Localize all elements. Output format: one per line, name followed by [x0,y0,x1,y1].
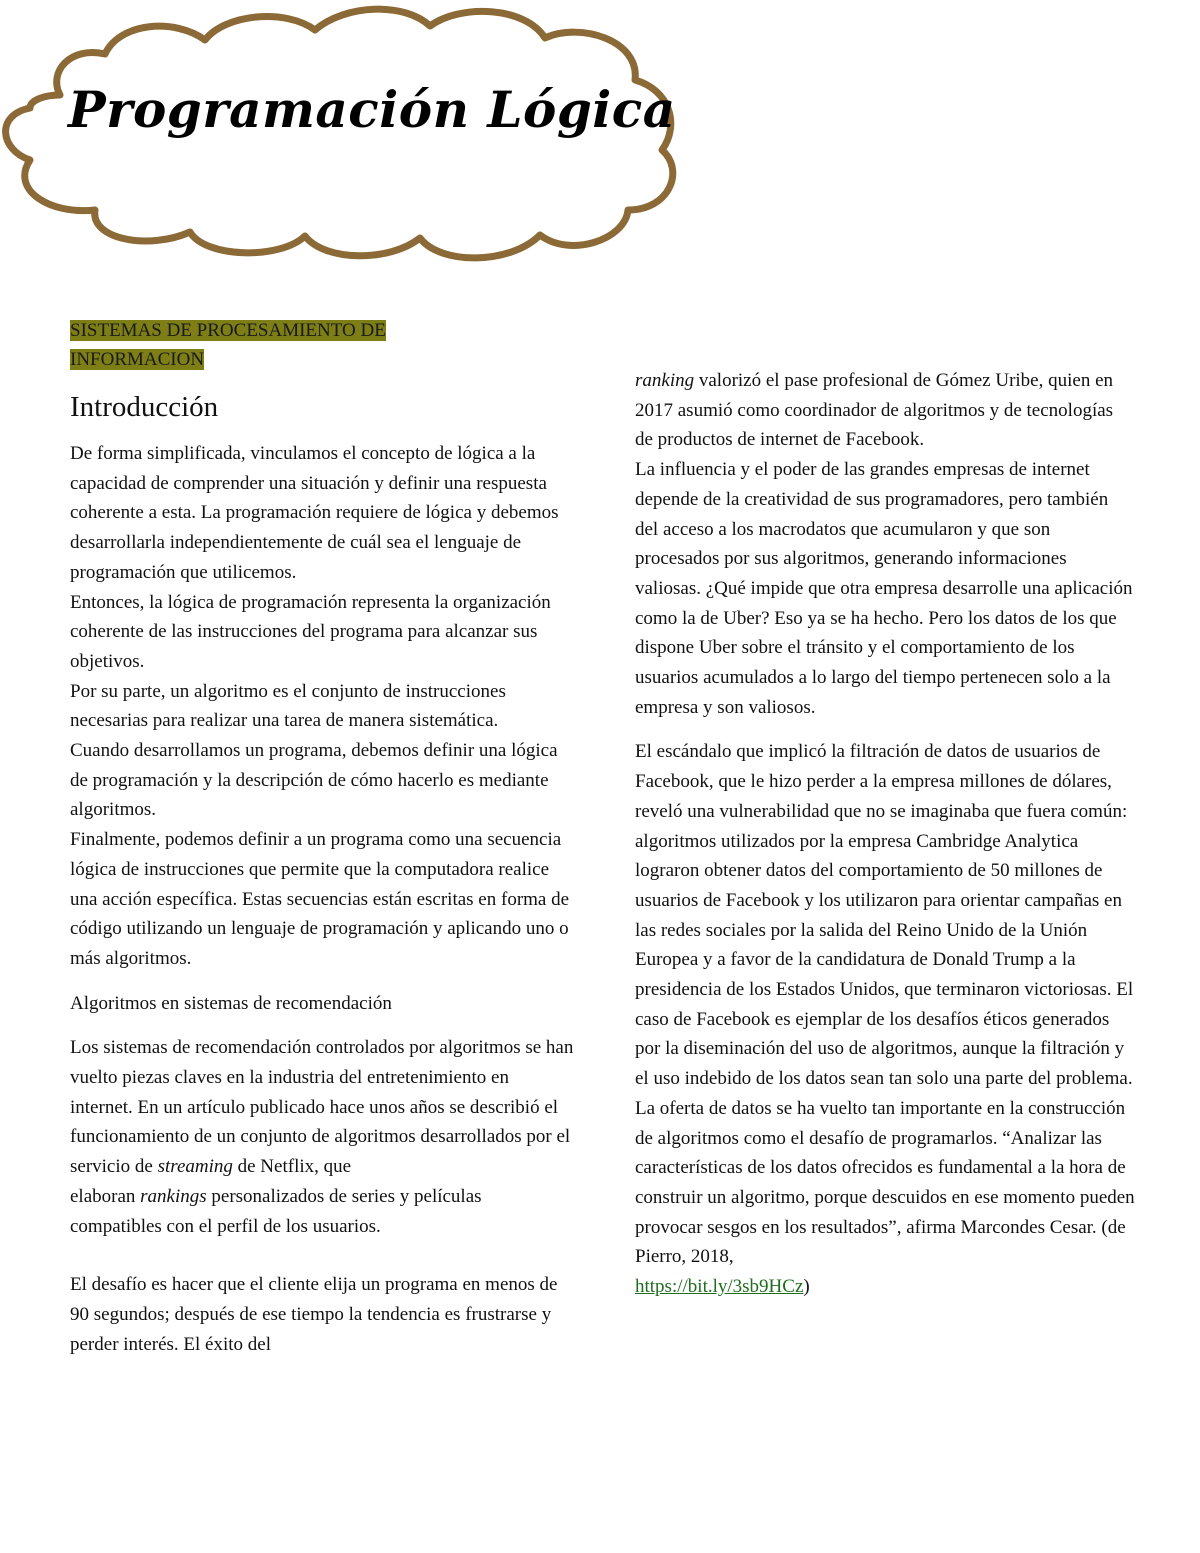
rankings-term: rankings [140,1185,207,1207]
page-title: Programación Lógica [68,80,676,139]
recommendation-text-a: Los sistemas de recomendación controlados por algoritmos se han vuelto piezas claves en la industria del entretenimiento en internet. En un artículo publicado hace unos años se describió el funcionamiento de un conjunto de algoritmos desarrollados por el servicio de [70,1037,574,1178]
intro-paragraph-1: De forma simplificada, vinculamos el concepto de lógica a la capacidad de comprender una situación y definir una respuesta coherente a esta. La programación requiere de lógica y debemos desarrollarla independientemente de cuál sea el lenguaje de programación que utilicemos. [70,443,559,583]
source-link[interactable]: https://bit.ly/3sb9HCz [635,1276,804,1298]
scandal-paragraph [635,737,1135,1301]
intro-paragraph-2: Entonces, la lógica de programación representa la organización coherente de las instrucciones del programa para alcanzar sus objetivos. [70,591,551,672]
recommendation-paragraph [70,1033,575,1241]
right-column [635,366,1135,1302]
intro-paragraph-5: Finalmente, podemos definir a un programa como una secuencia lógica de instrucciones que permite que la computadora realice una acción específica. Estas secuencias están escritas en forma de código utilizando un lenguaje de programación y aplicando uno o más algoritmos. [70,829,570,969]
ranking-text: valorizó el pase profesional de Gómez Uribe, quien en 2017 asumió como coordinador de algoritmos y de tecnologías de productos de internet de Facebook. [635,370,1114,451]
recommendation-subheading: Algoritmos en sistemas de recomendación [70,992,392,1014]
ranking-term: ranking [635,370,695,391]
ranking-paragraph [635,366,1135,455]
left-column [70,316,575,1359]
recommendation-text-b: de Netflix, que [237,1156,352,1178]
intro-paragraph-3: Por su parte, un algoritmo es el conjunto de instrucciones necesarias para realizar una tarea de manera sistemática. [70,680,506,732]
influence-paragraph: La influencia y el poder de las grandes empresas de internet depende de la creatividad de sus programadores, pero también del acceso a los macrodatos que acumularon y que son procesados por sus algoritmos, generando informaciones valiosas. ¿Qué impide que otra empresa desarrolle una aplicación como la de Uber? Eso ya se ha hecho. Pero los datos de los que dispone Uber sobre el tránsito y el comportamiento de los usuarios acumulados a lo largo del tiempo pertenecen solo a la empresa y son valiosos. [635,459,1133,718]
section-label-line-1: SISTEMAS DE PROCESAMIENTO DE [70,320,386,341]
section-label [70,316,575,374]
streaming-term: streaming [157,1156,233,1178]
section-label-line-2: INFORMACION [70,349,205,370]
recommendation-text-c: elaboran [70,1185,136,1207]
closing-parenthesis: ) [803,1276,810,1298]
challenge-paragraph: El desafío es hacer que el cliente elija un programa en menos de 90 segundos; después de ese tiempo la tendencia es frustrarse y perder interés. El éxito del [70,1274,558,1355]
intro-heading: Introducción [70,391,219,423]
intro-paragraph-4: Cuando desarrollamos un programa, debemos definir una lógica de programación y la descripción de cómo hacerlo es mediante algoritmos. [70,740,558,821]
scandal-text: El escándalo que implicó la filtración de datos de usuarios de Facebook, que le hizo perder a la empresa millones de dólares, reveló una vulnerabilidad que no se imaginaba que fuera común: algoritmos utilizados por la empresa Cambridge Analytica lograron obtener datos del comportamiento de 50 millones de usuarios de Facebook y los utilizaron para orientar campañas en las redes sociales por la salida del Reino Unido de la Unión Europea y a favor de la candidatura de Donald Trump a la presidencia de los Estados Unidos, que terminaron victoriosas. El caso de Facebook es ejemplar de los desafíos éticos generados por la diseminación del uso de algoritmos, aunque la filtración y el uso indebido de los datos sean tan solo una parte del problema. La oferta de datos se ha vuelto tan importante en la construcción de algoritmos como el desafío de programarlos. “Analizar las características de los datos ofrecidos es fundamental a la hora de construir un algoritmo, porque descuidos en ese momento pueden provocar sesgos en los resultados”, afirma Marcondes Cesar. (de Pierro, 2018, [635,741,1135,1268]
recommendation-text-d: personalizados de series y películas compatibles con el perfil de los usuarios. [70,1185,482,1237]
